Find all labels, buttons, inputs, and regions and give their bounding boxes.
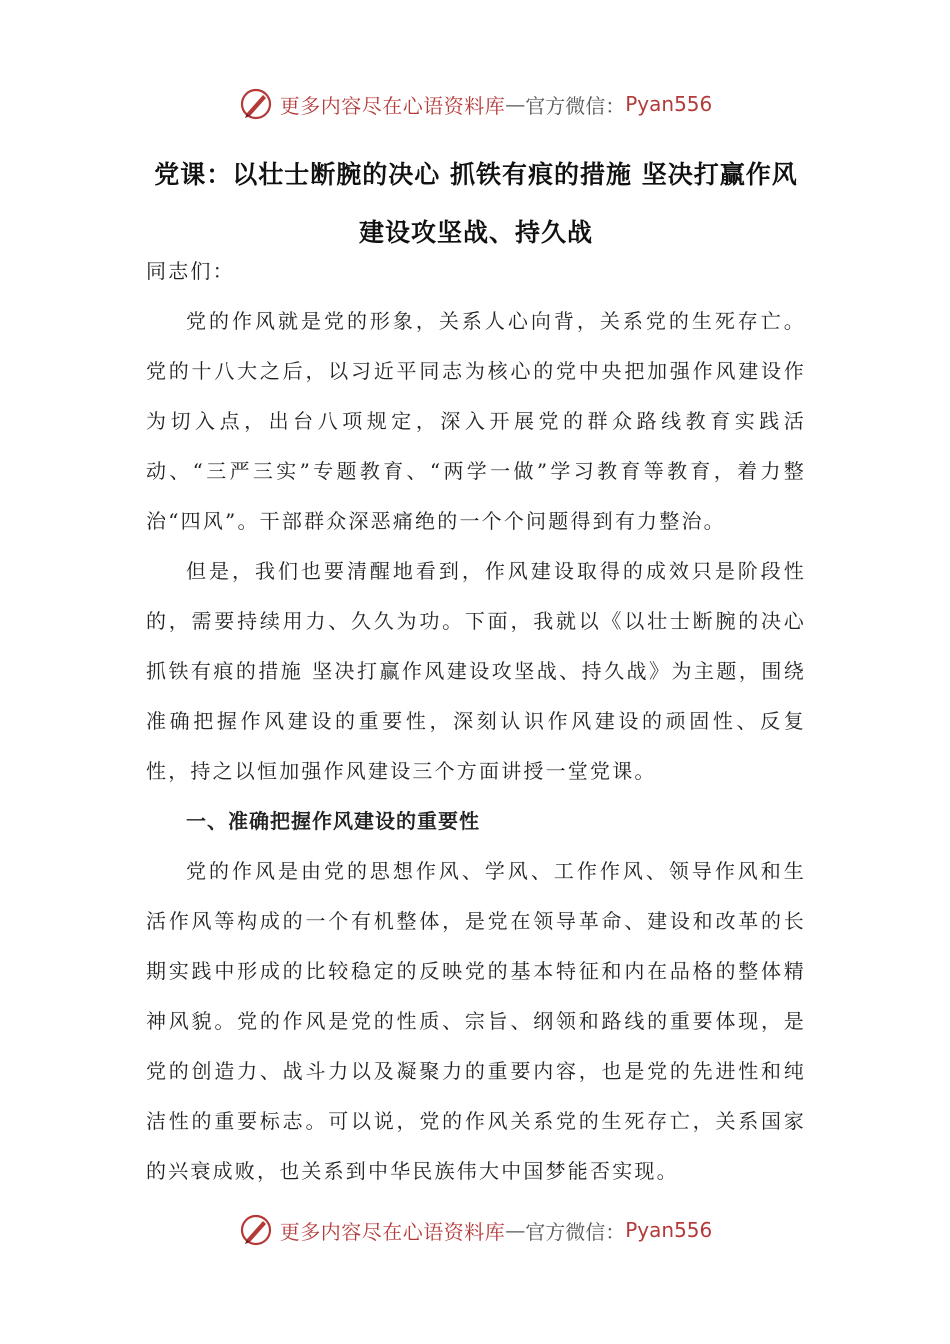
section-heading: 一、准确把握作风建设的重要性 <box>186 809 480 833</box>
paragraph: 但是，我们也要清醒地看到，作风建设取得的成效只是阶段性的，需要持续用力、久久为功。下面，我就以《以壮士断腕的决心 抓铁有痕的措施 坚决打赢作风建设攻坚战、持久战》为主题，围绕准确把握作风建设的重要性，深刻认识作风建设的顽固性、反复性，持之以恒加强作风建设三个方面讲授一堂党课。 <box>146 559 806 783</box>
paragraph: 党的作风就是党的形象，关系人心向背，关系党的生死存亡。党的十八大之后，以习近平同志为核心的党中央把加强作风建设作为切入点，出台八项规定，深入开展党的群众路线教育实践活动、“三严三实”专题教育、“两学一做”学习教育等教育，着力整治“四风”。干部群众深恶痛绝的一个个问题得到有力整治。 <box>146 309 806 533</box>
banner-ad-text: 更多内容尽在心语资料库 <box>279 1219 506 1244</box>
banner-wechat-label: 官方微信： <box>525 1219 626 1244</box>
document-title: 党课：以壮士断腕的决心 抓铁有痕的措施 坚决打赢作风建设攻坚战、持久战 <box>154 160 798 247</box>
banner-ad-text: 更多内容尽在心语资料库 <box>279 93 506 118</box>
header-watermark-banner <box>0 84 950 124</box>
banner-dash: — <box>505 1218 526 1242</box>
salutation: 同志们： <box>146 259 235 283</box>
banner-wechat-label: 官方微信： <box>525 93 626 118</box>
banner-dash: — <box>505 92 526 116</box>
footer-watermark-banner <box>0 1210 950 1250</box>
pen-circle-logo-icon <box>238 86 274 122</box>
document-body <box>146 246 806 1196</box>
banner-wechat-id: Pyan556 <box>625 92 713 116</box>
banner-wechat-id: Pyan556 <box>625 1218 713 1242</box>
pen-circle-logo-icon <box>238 1212 274 1248</box>
section-paragraph: 党的作风是由党的思想作风、学风、工作作风、领导作风和生活作风等构成的一个有机整体，是党在领导革命、建设和改革的长期实践中形成的比较稳定的反映党的基本特征和内在品格的整体精神风貌。党的作风是党的性质、宗旨、纲领和路线的重要体现，是党的创造力、战斗力以及凝聚力的重要内容，也是党的先进性和纯洁性的重要标志。可以说，党的作风关系党的生死存亡，关系国家的兴衰成败，也关系到中华民族伟大中国梦能否实现。 <box>146 859 806 1183</box>
